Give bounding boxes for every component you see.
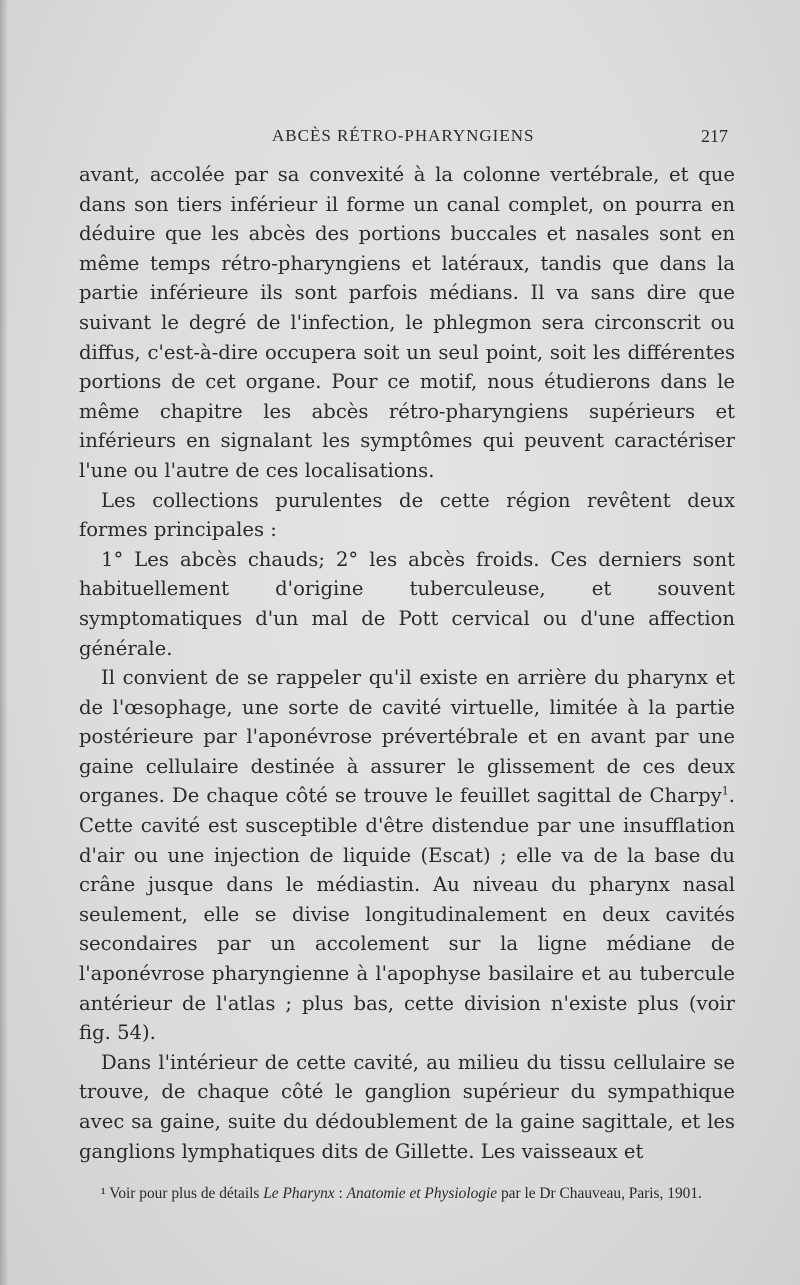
footnote-separator: : [338,1185,343,1202]
paragraph-cavite [79,663,735,1048]
footnote-text-2: par le [500,1185,536,1202]
page-header [0,126,800,154]
footnote-reference: 1 [721,784,729,798]
running-title: ABCÈS RÉTRO-PHARYNGIENS [272,126,535,145]
page-number: 217 [701,126,728,146]
footnote-text-3: Chauveau, Paris, 1901. [559,1185,702,1202]
paragraph-collections: Les collections purulentes de cette région revêtent deux formes principales : [79,488,735,542]
footnote-title-2: Anatomie et Physiologie [346,1185,498,1202]
footnote-marker: ¹ [101,1185,106,1202]
footnote-title-1: Le Pharynx [263,1185,335,1202]
paragraph-continuation: avant, accolée par sa convexité à la colonne vertébrale, et que dans son tiers inférieur il forme un canal complet, on pourra en déduire que les abcès des portions buccales et nasales sont en même temps rétro-pharyngiens et latéraux, tandis que dans la partie inférieure ils sont parfois médians. Il va sans dire que suivant le degré de l'infection, le phlegmon sera circonscrit ou diffus, c'est-à-dire occupera soit un seul point, soit les différentes portions de cet organe. Pour ce motif, nous étudierons dans le même chapitre les abcès rétro-pharyngiens supérieurs et inférieurs en signalant les symptômes qui peuvent caractériser l'une ou l'autre de ces localisations. [79,163,735,482]
body-text [79,160,735,1166]
footnote [79,1182,739,1205]
paragraph-cavite-part-2: . Cette cavité est susceptible d'être distendue par une insufflation d'air ou une injection de liquide (Escat) ; elle va de la base du crâne jusque dans le médiastin. Au niveau du pharynx nasal seulement, elle se divise longitudinalement en deux cavités secondaires par un accolement sur la ligne médiane de l'aponévrose pharyngienne à l'apophyse basilaire et au tubercule antérieur de l'atlas ; plus bas, cette division n'existe plus (voir fig. 54). [79,784,735,1045]
footnote-text-1: Voir pour plus de détails [109,1185,260,1202]
paragraph-abces-types: 1° Les abcès chauds; 2° les abcès froids. Ces derniers sont habituellement d'origine tuberculeuse, et souvent symptomatiques d'un mal de Pott cervical ou d'une affection générale. [79,547,735,660]
paragraph-interieur: Dans l'intérieur de cette cavité, au milieu du tissu cellulaire se trouve, de chaque côté le ganglion supérieur du sympathique avec sa gaine, suite du dédoublement de la gaine sagittale, et les ganglions lymphatiques dits de Gillette. Les vaisseaux et [79,1050,735,1163]
paragraph-cavite-part-1: Il convient de se rappeler qu'il existe en arrière du pharynx et de l'œsophage, une sorte de cavité virtuelle, limitée à la partie postérieure par l'aponévrose prévertébrale et en avant par une gaine cellulaire destinée à assurer le glissement de ces deux organes. De chaque côté se trouve le feuillet sagittal de Charpy [79,666,735,808]
footnote-author-prefix: Dr [539,1185,556,1202]
